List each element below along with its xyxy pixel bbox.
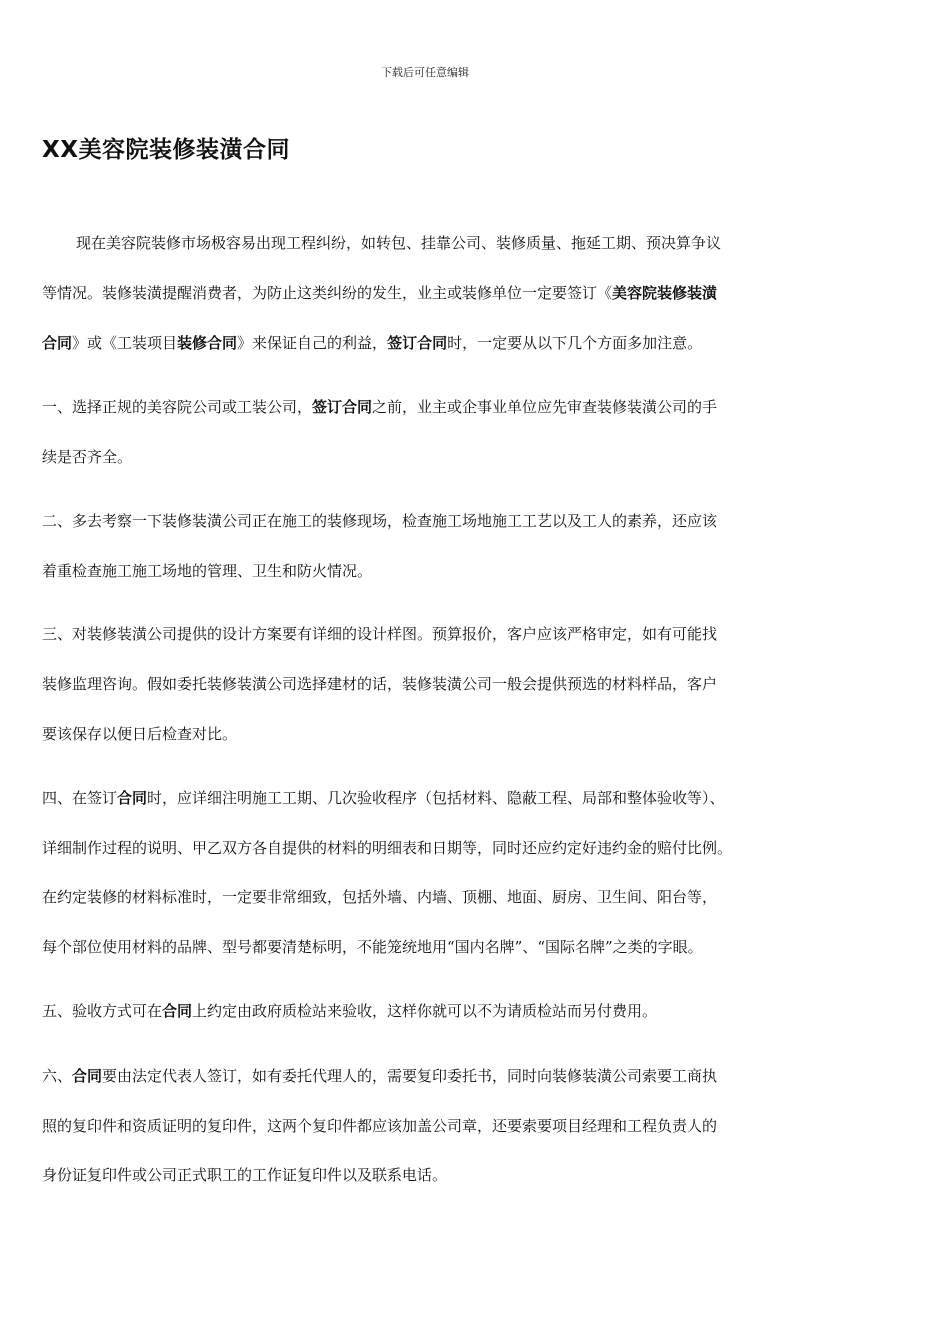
item-1-line-2: 续是否齐全。 [42,448,133,466]
item-text: 六、 [42,1067,73,1085]
item-4-line-4: 每个部位使用材料的品牌、型号都要清楚标明，不能笼统地用“国内名牌”、“国际名牌”之类的字眼。 [42,938,703,956]
bold-term: 装修合同 [177,334,238,352]
bold-term: 美容院装修装潢 [612,284,718,302]
intro-text: 等情况。装修装潢提醒消费者，为防止这类纠纷的发生，业主或装修单位一定要签订《 [42,284,613,302]
item-text: 上约定由政府质检站来验收，这样你就可以不为请质检站而另付费用。 [192,1002,658,1020]
bold-term: 合同 [117,789,148,807]
item-4-line-2: 详细制作过程的说明、甲乙双方各自提供的材料的明细表和日期等，同时还应约定好违约金的赔付比例。 [42,839,733,857]
item-text: 五、验收方式可在 [42,1002,163,1020]
item-text: 时，应详细注明施工工期、几次验收程序（包括材料、隐蔽工程、局部和整体验收等）、 [147,789,725,807]
intro-line-3 [42,333,702,353]
item-text: 四、在签订 [42,789,118,807]
intro-text: 时，一定要从以下几个方面多加注意。 [447,334,703,352]
bold-term: 合同 [72,1067,103,1085]
item-5-line-1 [42,1001,657,1021]
intro-text: 》来保证自己的利益， [237,334,388,352]
intro-text: 》或《工装项目 [72,334,178,352]
item-6-line-3: 身份证复印件或公司正式职工的工作证复印件以及联系电话。 [42,1166,448,1184]
item-text: 之前，业主或企事业单位应先审查装修装潢公司的手 [372,398,718,416]
item-3-line-2: 装修监理咨询。假如委托装修装潢公司选择建材的话，装修装潢公司一般会提供预选的材料样品，客户 [42,675,718,693]
document-title: XX美容院装修装潢合同 [42,137,290,163]
item-4-line-3: 在约定装修的材料标准时，一定要非常细致，包括外墙、内墙、顶棚、地面、厨房、卫生间、阳台等， [42,888,718,906]
bold-term: 合同 [162,1002,193,1020]
item-3-line-1: 三、对装修装潢公司提供的设计方案要有详细的设计样图。预算报价，客户应该严格审定，如有可能找 [42,625,718,643]
item-2-line-1: 二、多去考察一下装修装潢公司正在施工的装修现场，检查施工场地施工工艺以及工人的素养，还应该 [42,512,718,530]
item-1-line-1 [42,397,717,417]
bold-term: 签订合同 [312,398,373,416]
header-note: 下载后可任意编辑 [381,66,469,79]
bold-term: 签订合同 [387,334,448,352]
item-2-line-2: 着重检查施工施工场地的管理、卫生和防火情况。 [42,562,373,580]
item-text: 要由法定代表人签订，如有委托代理人的，需要复印委托书，同时向装修装潢公司索要工商执 [102,1067,718,1085]
intro-line-2 [42,283,717,303]
intro-line-1: 现在美容院装修市场极容易出现工程纠纷，如转包、挂靠公司、装修质量、拖延工期、预决算争议 [76,234,722,252]
item-4-line-1 [42,788,725,808]
item-3-line-3: 要该保存以便日后检查对比。 [42,725,238,743]
item-text: 一、选择正规的美容院公司或工装公司， [42,398,313,416]
item-6-line-1 [42,1066,717,1086]
item-6-line-2: 照的复印件和资质证明的复印件，这两个复印件都应该加盖公司章，还要索要项目经理和工程负责人的 [42,1117,718,1135]
bold-term: 合同 [42,334,73,352]
